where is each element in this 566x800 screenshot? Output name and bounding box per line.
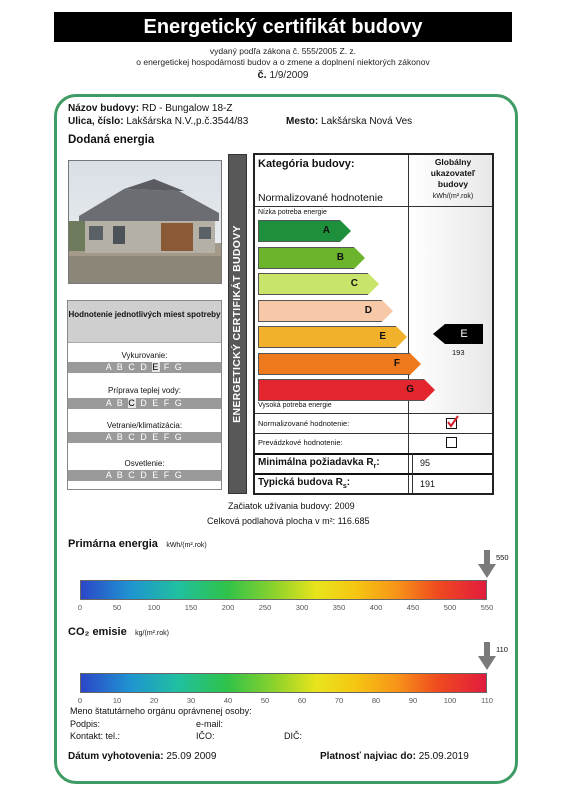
- scale-tick-label: 450: [406, 603, 420, 612]
- result-class-marker: [433, 324, 483, 344]
- co2-scale-bar: [80, 673, 487, 693]
- energy-class-label: G: [258, 379, 424, 401]
- co2-marker-arrow: [478, 642, 496, 670]
- low-demand-label: Nízka potreba energie: [258, 209, 327, 216]
- scale-tick-label: 400: [369, 603, 383, 612]
- min-requirement-text: Minimálna požiadavka R: [258, 457, 374, 468]
- divider-row3: [255, 453, 492, 455]
- energy-class-d: [258, 300, 393, 322]
- typical-building-value: 191: [420, 479, 436, 489]
- scale-tick-label: 60: [297, 696, 307, 705]
- usage-label-heating: Vykurovanie:: [121, 351, 168, 360]
- high-demand-label: Vysoká potreba energie: [258, 402, 332, 409]
- building-street-row: [68, 116, 248, 127]
- energy-class-tip: [396, 326, 407, 348]
- energy-class-a: [258, 220, 351, 242]
- scale-tick-label: 70: [334, 696, 344, 705]
- co2-unit: kg/(m².rok): [135, 630, 169, 637]
- issue-date-label: Dátum vyhotovenia:: [68, 751, 164, 762]
- energy-class-b: [258, 247, 365, 269]
- energy-class-c: [258, 273, 379, 295]
- dic-label: DIČ:: [284, 731, 302, 741]
- energy-class-f: [258, 353, 421, 375]
- section-delivered-energy: Dodaná energia: [68, 134, 155, 146]
- scale-tick-label: 110: [481, 696, 493, 705]
- usage-scale-heating: A B C D E F G: [68, 362, 221, 373]
- statutory-label: Meno štatutárneho orgánu oprávnenej osoby:: [70, 706, 252, 716]
- energy-class-tip: [424, 379, 435, 401]
- typical-building-subscript: s: [342, 483, 347, 490]
- scale-tick-label: 300: [295, 603, 309, 612]
- global-indicator-label: Globálny ukazovateľ budovy: [430, 157, 476, 189]
- law-reference: vydaný podľa zákona č. 555/2005 Z. z.: [209, 46, 357, 56]
- normalized-rating-label: Normalizované hodnotenie:: [258, 419, 350, 428]
- scale-tick-label: 0: [77, 696, 83, 705]
- valid-until-row: [320, 751, 469, 762]
- divider-row2: [255, 433, 492, 434]
- energy-class-tip: [368, 273, 379, 295]
- usage-start-row: [228, 501, 355, 511]
- energy-class-label: A: [258, 220, 340, 242]
- street-label: Ulica, číslo:: [68, 116, 124, 127]
- valid-until-value: 25.09.2019: [418, 751, 469, 762]
- building-name-label: Názov budovy:: [68, 103, 140, 114]
- scale-tick-label: 10: [112, 696, 122, 705]
- min-requirement-value: 95: [420, 458, 431, 468]
- document-title: Energetický certifikát budovy: [54, 12, 512, 42]
- typical-building-text: Typická budova R: [258, 477, 343, 488]
- usage-scale-hot-water: A B C D E F G: [68, 398, 221, 409]
- primary-energy-unit: kWh/(m².rok): [166, 542, 207, 549]
- law-description: o energetickej hospodárnosti budov a o zmene a doplnení niektorých zákonov: [136, 57, 430, 67]
- energy-class-label: E: [258, 326, 396, 348]
- scale-tick-label: 50: [260, 696, 270, 705]
- street-value: Lakšárska N.V.,p.č.3544/83: [126, 116, 249, 127]
- cert-prefix: č.: [257, 69, 267, 81]
- energy-class-g: [258, 379, 435, 401]
- usage-scale-lighting: A B C D E F G: [68, 470, 221, 481]
- scale-tick-label: 0: [77, 603, 83, 612]
- category-title: Kategória budovy:: [258, 158, 355, 170]
- min-requirement-label: Minimálna požiadavka $R_r$:: [258, 457, 380, 470]
- scale-tick-label: 200: [221, 603, 235, 612]
- scale-tick-label: 250: [258, 603, 272, 612]
- tel-label: tel.:: [105, 731, 121, 741]
- energy-class-label: B: [258, 247, 354, 269]
- co2-heading: [68, 622, 169, 640]
- usage-scale-ventilation: A B C D E F G: [68, 432, 221, 443]
- co2-marker-label: 110: [496, 645, 508, 654]
- down-arrow-icon: [478, 550, 496, 578]
- usage-start-label: Začiatok užívania budovy:: [228, 501, 333, 511]
- contact-label: Kontakt:: [70, 731, 104, 741]
- scale-tick-label: 150: [184, 603, 198, 612]
- valid-until-label: Platnosť najviac do:: [320, 751, 416, 762]
- floor-area-value: 116.685: [337, 516, 370, 526]
- scale-tick-label: 500: [443, 603, 457, 612]
- building-photo: [68, 160, 222, 284]
- energy-class-tip: [410, 353, 421, 375]
- city-value: Lakšárska Nová Ves: [321, 116, 413, 127]
- city-label: Mesto:: [286, 116, 319, 127]
- divider-row4: [255, 473, 492, 475]
- scale-tick-label: 80: [371, 696, 381, 705]
- ico-label: IČO:: [196, 731, 215, 741]
- category-subtitle: Normalizované hodnotenie: [258, 192, 383, 204]
- scale-tick-label: 550: [480, 603, 494, 612]
- energy-class-tip: [340, 220, 351, 242]
- email-label: e-mail:: [196, 719, 224, 729]
- divider-top-left: [255, 206, 408, 207]
- co2-title: CO₂ emisie: [68, 626, 127, 638]
- energy-class-tip: [354, 247, 365, 269]
- operational-rating-label: Prevádzkové hodnotenie:: [258, 438, 343, 447]
- down-arrow-icon: [478, 642, 496, 670]
- scale-tick-label: 40: [223, 696, 233, 705]
- normalized-rating-checkbox[interactable]: [446, 418, 457, 429]
- primary-energy-marker-arrow: [478, 550, 496, 578]
- value-divider: [412, 453, 413, 493]
- global-indicator-unit: kWh/(m².rok): [432, 193, 474, 200]
- building-city-row: [286, 116, 412, 127]
- primary-energy-heading: [68, 534, 207, 552]
- energy-class-label: D: [258, 300, 382, 322]
- floor-area-label: Celková podlahová plocha v m²:: [207, 516, 336, 526]
- energy-class-label: F: [258, 353, 410, 375]
- cert-number-value: 1/9/2009: [269, 70, 309, 81]
- primary-energy-title: Primárna energia: [68, 538, 158, 550]
- vertical-banner-text: ENERGETICKÝ CERTIFIKÁT BUDOVY: [231, 225, 243, 423]
- issue-date-row: [68, 751, 216, 762]
- result-value: 193: [452, 348, 465, 357]
- divider-bottom: [255, 413, 492, 414]
- scale-tick-label: 20: [149, 696, 159, 705]
- certificate-number: [0, 69, 566, 81]
- energy-class-tip: [382, 300, 393, 322]
- primary-energy-scale-bar: [80, 580, 487, 600]
- min-requirement-subscript: r: [373, 463, 377, 470]
- usage-ratings-panel: [67, 300, 222, 490]
- usage-ratings-header: Hodnotenie jednotlivých miest spotreby: [68, 301, 221, 343]
- usage-label-ventilation: Vetranie/klimatizácia:: [106, 421, 183, 430]
- building-name-value: RD - Bungalow 18-Z: [141, 103, 233, 114]
- issue-date-value: 25.09 2009: [166, 751, 217, 762]
- signature-label: Podpis:: [70, 719, 101, 729]
- usage-label-lighting: Osvetlenie:: [124, 459, 165, 468]
- scale-tick-label: 100: [443, 696, 457, 705]
- scale-tick-label: 90: [408, 696, 418, 705]
- energy-class-e: [258, 326, 407, 348]
- result-marker-tip: [433, 324, 445, 344]
- check-mark-icon: [446, 415, 460, 429]
- contact-row: [70, 731, 120, 741]
- scale-tick-label: 350: [332, 603, 346, 612]
- floor-area-row: [207, 516, 369, 526]
- building-name-row: [68, 103, 233, 114]
- usage-label-hot-water: Príprava teplej vody:: [108, 386, 181, 395]
- typical-building-label: Typická budova $R_s$:: [258, 477, 351, 490]
- scale-tick-label: 30: [186, 696, 196, 705]
- usage-start-value: 2009: [334, 501, 355, 511]
- operational-rating-checkbox[interactable]: [446, 437, 457, 448]
- primary-energy-marker-label: 550: [496, 553, 509, 562]
- scale-tick-label: 50: [112, 603, 122, 612]
- divider-top-right: [409, 206, 492, 207]
- result-class-letter: E: [445, 324, 483, 344]
- energy-class-label: C: [258, 273, 368, 295]
- scale-tick-label: 100: [147, 603, 161, 612]
